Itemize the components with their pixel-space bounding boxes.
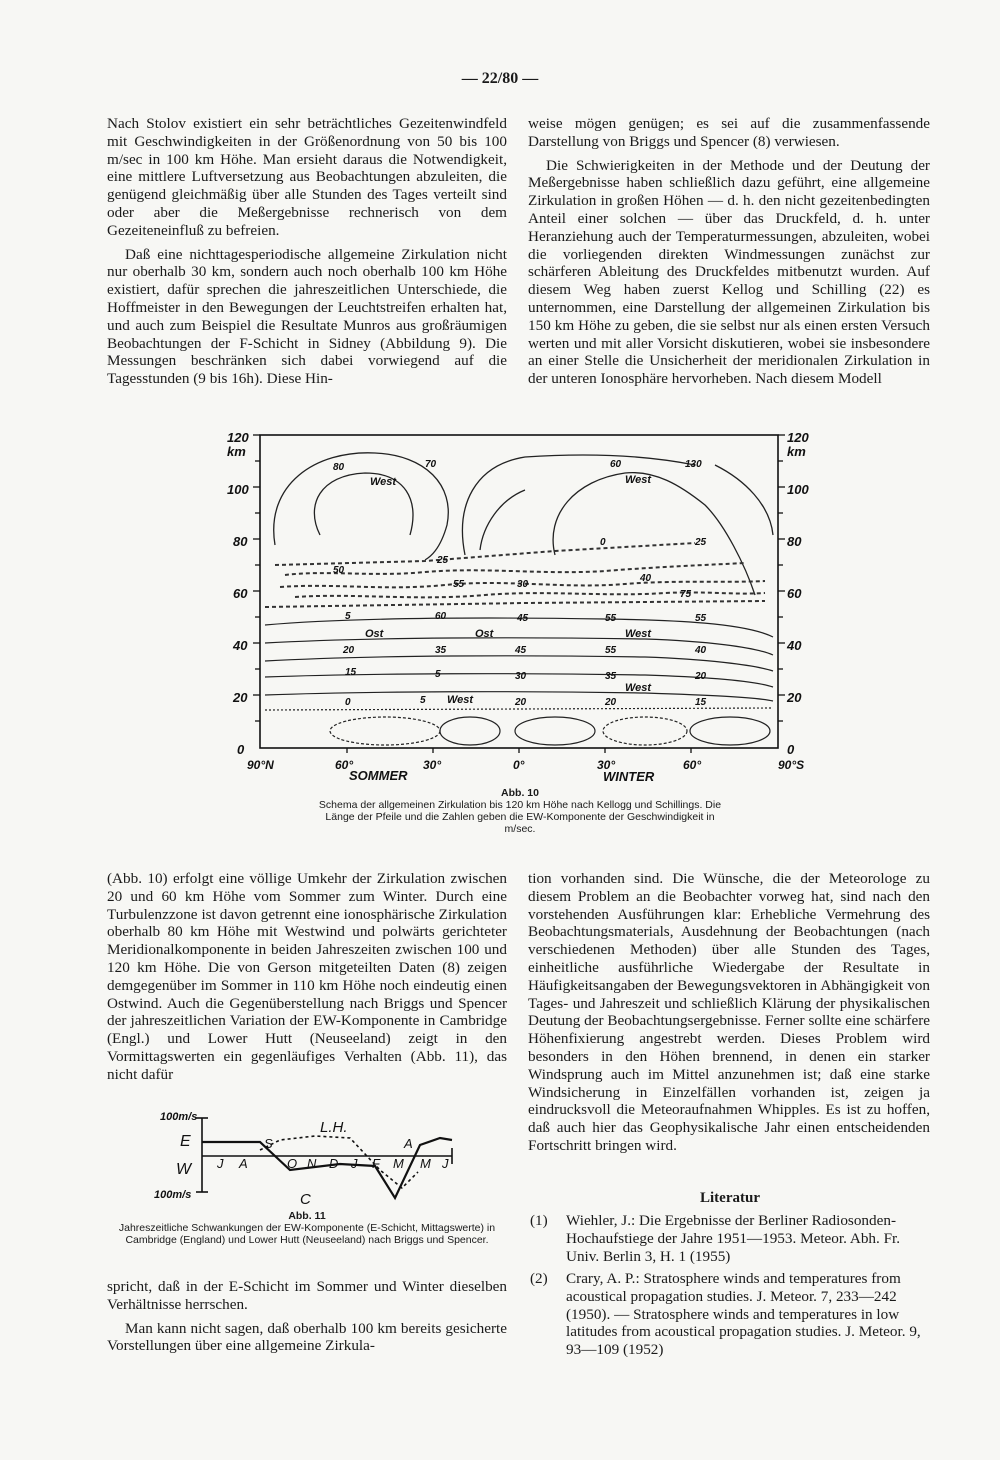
month-label: M xyxy=(393,1156,404,1171)
y-tick-label: 0 xyxy=(237,742,245,757)
paragraph: Nach Stolov existiert ein sehr beträchtliches Gezeitenwindfeld mit Geschwindigkeiten in der Größenordnung von 50 bis 100 m/sec in 100 km Höhe. Man ersieht daraus die Notwendigkeit, eine mittlere Luftversetzung aus Beobachtungen abzuleiten, die genügend gleichmäßig über alle Stunden des Tages verteilt sind oder aber die Meßergebnisse rechnerisch von dem Gezeiteneinfluß zu befreien. xyxy=(107,115,507,239)
literature-heading: Literatur xyxy=(700,1190,760,1206)
month-label: A xyxy=(404,1136,413,1151)
y-unit-label: km xyxy=(227,444,246,459)
value-label: 15 xyxy=(345,667,357,678)
paragraph: weise mögen genügen; es sei auf die zusammenfassende Darstellung von Briggs und Spencer (8) verwiesen. xyxy=(528,115,930,150)
value-label: 45 xyxy=(517,613,529,624)
y-tick-label: 120 xyxy=(787,430,809,445)
y-unit-label: km xyxy=(787,444,806,459)
x-tick-label: 60° xyxy=(683,758,702,772)
value-label: 25 xyxy=(437,555,449,566)
reference-item xyxy=(530,1212,925,1265)
value-label: 60 xyxy=(435,611,447,622)
month-label: F xyxy=(372,1156,380,1171)
value-label: 35 xyxy=(605,671,617,682)
direction-label-west: West xyxy=(625,474,652,486)
value-label: 45 xyxy=(515,645,527,656)
value-label: 55 xyxy=(695,613,707,624)
right-column-bottom xyxy=(528,870,930,1161)
value-label: 5 xyxy=(345,611,351,622)
x-tick-label: 90°N xyxy=(247,758,274,772)
direction-label-ost: Ost xyxy=(365,628,384,640)
caption-text: Jahreszeitliche Schwankungen der EW-Komponente (E-Schicht, Mittagswerte) in Cambridge (England) und Lower Hutt (Neuseeland) nach Briggs und Spencer. xyxy=(118,1222,496,1246)
value-label: 30 xyxy=(517,579,529,590)
paragraph: Man kann nicht sagen, daß oberhalb 100 km bereits gesicherte Vorstellungen über eine allgemeine Zirkula- xyxy=(107,1319,507,1355)
paragraph: spricht, daß in der E-Schicht im Sommer und Winter dieselben Verhältnisse herrschen. xyxy=(107,1278,507,1313)
left-column-middle xyxy=(107,870,507,1090)
value-label: 30 xyxy=(515,671,527,682)
x-tick-label: 30° xyxy=(597,758,616,772)
y-tick-label: 0 xyxy=(787,742,795,757)
right-column-top xyxy=(528,115,930,394)
series-label-lower-hutt: L.H. xyxy=(320,1119,348,1136)
direction-label-west: West xyxy=(625,628,652,640)
value-label: 20 xyxy=(515,697,527,708)
value-label: 25 xyxy=(695,537,707,548)
value-label: 5 xyxy=(435,669,441,680)
x-tick-label: 0° xyxy=(513,758,525,772)
y-tick-label: 100 xyxy=(227,482,249,497)
value-label: 60 xyxy=(610,459,622,470)
paragraph: tion vorhanden sind. Die Wünsche, die der Meteorologe zu diesem Problem an die Beobachter vorweg hat, sind nach den vorstehenden Ausführungen klar: Erhebliche Vermehrung des Beobachtungsmaterials, Ausdehnung der Beobachtungen (nach verschiedenen Methoden) über alle Stunden des Tages, einheitliche ausführliche Wiedergabe der Resultate in Häufigkeitsangaben der Bewegungsvektoren in Abhängigkeit von Tages- und Jahreszeit und schließlich Klärung der physikalischen Deutung der Beobachtungsergebnisse. Ferner sollte eine schärfere Höhenfixierung angestrebt werden. Dieses Problem wird besonders in den Höhen brennend, in denen ein starker Windsprung auch im Mittel anzunehmen ist; daß eine starke Windsicherung in Einzelfällen vorhanden ist, zeigen ja eindrucksvoll die Meteoraufnahmen Whipples. Es ist zu hoffen, daß auch hier das Geophysikalische Jahr einen entscheidenden Fortschritt bringen wird. xyxy=(528,870,930,1154)
y-tick-label: 60 xyxy=(233,586,248,601)
reference-number: (2) xyxy=(530,1270,548,1287)
figure-11-caption xyxy=(107,1210,507,1246)
y-e-label: E xyxy=(180,1133,191,1150)
direction-label-ost: Ost xyxy=(475,628,494,640)
paragraph: Die Schwierigkeiten in der Methode und der Deutung der Meßergebnisse haben schließlich dazu geführt, eine allgemeine Zirkulation in großen Höhen — d. h. den nicht gezeitenbedingten Anteil einer solchen — über das Druckfeld, d. h. unter Heranziehung auch der Temperaturmessungen, abzuleiten, wobei die vorliegenden direkten Windmessungen zunächst zur schärferen Ableitung des Druckfeldes mitbenutzt wurden. Auf diesem Weg haben zuerst Kellog und Schilling (22) es unternommen, eine Darstellung der allgemeinen Zirkulation bis 150 km Höhe zu geben, die sie selbst nur als einen ersten Versuch werten und mit aller Vorsicht diskutieren, wobei sie insbesondere an einer Stelle die Unsicherheit der meridionalen Zirkulation in der unteren Ionosphäre hervorheben. Nach diesem Modell xyxy=(528,156,930,388)
season-label-summer: SOMMER xyxy=(349,768,408,783)
month-label: M xyxy=(420,1156,431,1171)
value-label: 55 xyxy=(605,645,617,656)
y-tick-label: 40 xyxy=(233,638,248,653)
season-label-winter: WINTER xyxy=(603,769,655,784)
series-label-cambridge: C xyxy=(300,1191,311,1208)
page-number: — 22/80 — xyxy=(461,70,539,87)
y-bottom-label: 100m/s xyxy=(154,1189,192,1201)
value-label: 0 xyxy=(600,537,606,548)
month-label: N xyxy=(307,1156,317,1171)
month-label: J xyxy=(351,1156,358,1171)
x-tick-label: 90°S xyxy=(778,758,805,772)
caption-text: Schema der allgemeinen Zirkulation bis 120 km Höhe nach Kellogg und Schillings. Die Länge der Pfeile und die Zahlen geben die EW-Komponente der Geschwindigkeit in m/sec. xyxy=(318,799,722,835)
value-label: 5 xyxy=(420,695,426,706)
y-tick-label: 40 xyxy=(787,638,802,653)
value-label: 35 xyxy=(435,645,447,656)
value-label: 55 xyxy=(605,613,617,624)
month-label: S xyxy=(264,1136,273,1151)
reference-item xyxy=(530,1270,925,1359)
reference-text: Crary, A. P.: Stratosphere winds and temperatures from acoustical propagation studies. J. Meteor. 7, 233—242 (1950). — Stratosphere winds and temperatures in low latitudes from acoustical propagation studies. J. Meteor. 9, 93—109 (1952) xyxy=(566,1270,921,1359)
caption-title: Abb. 11 xyxy=(288,1210,326,1222)
figure-10-caption xyxy=(315,787,725,835)
value-label: 70 xyxy=(425,459,437,470)
reference-number: (1) xyxy=(530,1212,548,1229)
paragraph: (Abb. 10) erfolgt eine völlige Umkehr der Zirkulation zwischen 20 und 60 km Höhe vom Sommer zum Winter. Durch eine Turbulenzzone ist davon getrennt eine ionosphärische Zirkulation oberhalb 80 km Höhe mit Westwind und polwärts gerichteter Meridionalkomponente in beiden Jahreszeiten zwischen 100 und 120 km Höhe. Die von Gerson mitgeteilten Daten (8) zeigen demgegenüber im Sommer in 110 km Höhe noch eindeutig einen Ostwind. Auch die Gegenüberstellung nach Briggs und Spencer der jahreszeitlichen Variation der EW-Komponente in Cambridge (Engl.) und Lower Hutt (Neuseeland) zeigt in den Vormittagswerten ein gegenläufiges Verhalten (Abb. 11), das nicht dafür xyxy=(107,870,507,1083)
x-tick-label: 60° xyxy=(335,758,354,772)
y-tick-label: 20 xyxy=(233,690,248,705)
y-tick-label: 60 xyxy=(787,586,802,601)
value-label: 40 xyxy=(695,645,707,656)
value-label: 80 xyxy=(333,462,345,473)
month-label: D xyxy=(329,1156,339,1171)
y-w-label: W xyxy=(176,1161,192,1178)
month-label: J xyxy=(442,1156,449,1171)
month-label: O xyxy=(287,1156,298,1171)
value-label: 20 xyxy=(343,645,355,656)
direction-label-west: West xyxy=(625,682,652,694)
value-label: 0 xyxy=(345,697,351,708)
figure-11-seasonal-chart xyxy=(140,1100,470,1210)
month-label: A xyxy=(239,1156,248,1171)
reference-text: Wiehler, J.: Die Ergebnisse der Berliner Radiosonden-Hochaufstiege der Jahre 1951—1953. Meteor. Abh. Fr. Univ. Berlin 3, H. 1 (1955) xyxy=(566,1212,901,1265)
caption-title: Abb. 10 xyxy=(501,787,539,799)
y-tick-label: 100 xyxy=(787,482,809,497)
direction-label-west: West xyxy=(447,694,474,706)
value-label: 130 xyxy=(685,459,702,470)
x-tick-label: 30° xyxy=(423,758,442,772)
y-tick-label: 80 xyxy=(233,534,248,549)
value-label: 75 xyxy=(680,589,692,600)
figure-10-circulation-diagram xyxy=(225,425,825,785)
value-label: 20 xyxy=(695,671,707,682)
y-tick-label: 120 xyxy=(227,430,249,445)
y-top-label: 100m/s xyxy=(160,1111,198,1123)
value-label: 20 xyxy=(605,697,617,708)
y-tick-label: 80 xyxy=(787,534,802,549)
left-column-bottom xyxy=(107,1278,507,1361)
value-label: 15 xyxy=(695,697,707,708)
value-label: 50 xyxy=(333,565,345,576)
value-label: 55 xyxy=(453,579,465,590)
paragraph: Daß eine nichttagesperiodische allgemeine Zirkulation nicht nur oberhalb 30 km, sondern auch noch oberhalb 100 km Höhe existiert, dafür sprechen die jahreszeitlichen Unterschiede, die Hoffmeister in den Bewegungen der Leuchtstreifen erhalten hat, und auch zum Beispiel die Resultate Munros aus großräumigen Beobachtungen der F-Schicht in Sidney (Abbildung 9). Die Messungen beschränken sich dabei vorwiegend auf die Tagesstunden (9 bis 16h). Diese Hin- xyxy=(107,245,507,388)
direction-label-west: West xyxy=(370,476,397,488)
y-tick-label: 20 xyxy=(787,690,802,705)
value-label: 40 xyxy=(640,573,652,584)
left-column-top xyxy=(107,115,507,394)
month-label: J xyxy=(217,1156,224,1171)
